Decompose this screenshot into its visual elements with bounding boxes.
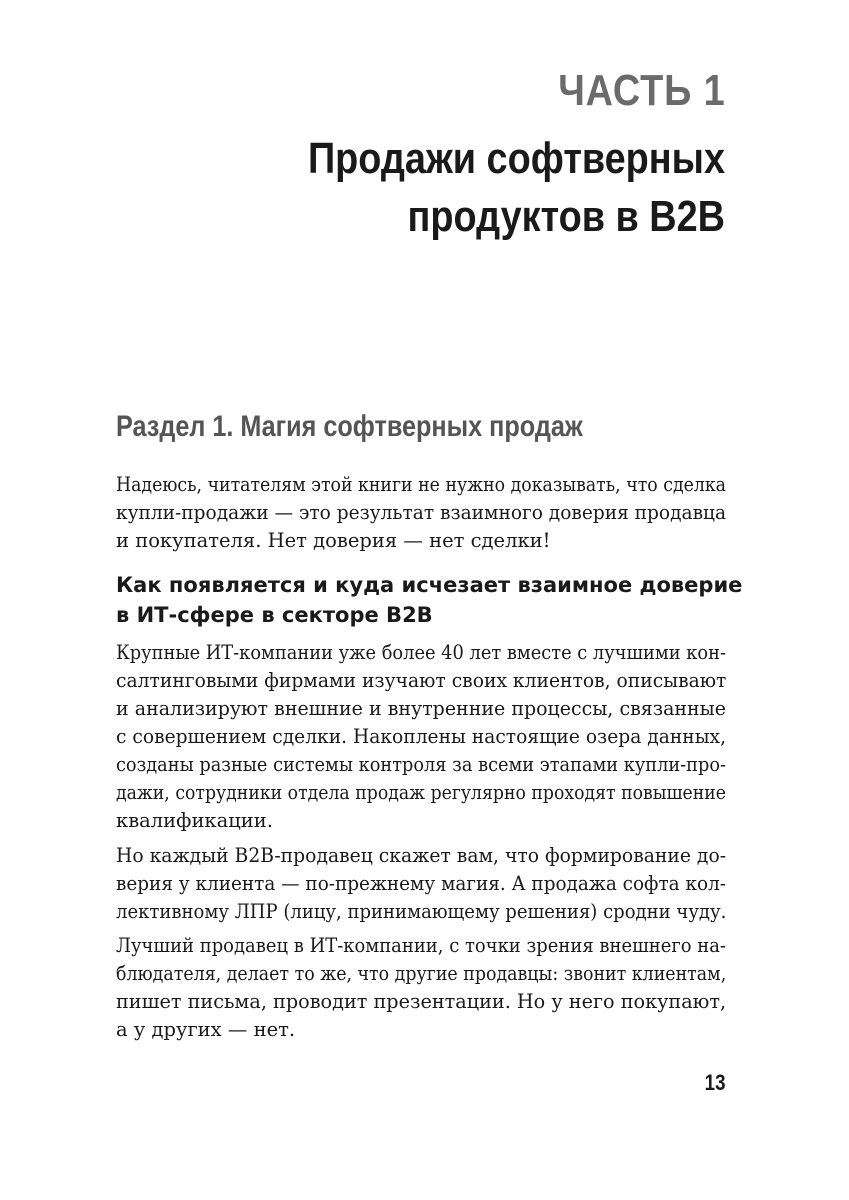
paragraph-3 — [116, 932, 726, 1044]
subheading-line: в ИТ-сфере в секторе B2B — [116, 603, 433, 627]
text-line: Надеюсь, читателям этой книги не нужно доказывать, что сделка — [116, 473, 726, 496]
text-line: салтинговыми фирмами изучают своих клиентов, описывают — [116, 669, 727, 692]
text-line: созданы разные системы контроля за всеми этапами купли-про- — [116, 753, 726, 776]
text-line: лективному ЛПР (лицу, принимающему решения) сродни чуду. — [116, 900, 727, 923]
subheading-line: Как появляется и куда исчезает взаимное доверие — [116, 573, 743, 597]
paragraph-1 — [116, 639, 726, 835]
text-line: а у других — нет. — [116, 1018, 296, 1041]
part-label: ЧАСТЬ 1 — [557, 66, 725, 115]
part-title-line: продуктов в B2B — [407, 192, 725, 241]
page-number: 13 — [704, 1070, 725, 1095]
text-line: Лучший продавец в ИТ-компании, с точки зрения внешнего на- — [116, 934, 726, 957]
subheading — [116, 570, 742, 630]
text-line: с совершением сделки. Накоплены настоящие озера данных, — [116, 725, 726, 748]
text-line: Но каждый B2B-продавец скажет вам, что формирование до- — [116, 844, 727, 867]
text-line: и анализируют внешние и внутренние процессы, связанные — [116, 697, 726, 720]
text-line: Крупные ИТ-компании уже более 40 лет вместе с лучшими кон- — [116, 641, 727, 664]
text-line: купли-продажи — это результат взаимного доверия продавца — [116, 501, 727, 524]
text-line: дажи, сотрудники отдела продаж регулярно проходят повышение — [116, 781, 726, 804]
part-title — [125, 130, 725, 246]
text-line: пишет письма, проводит презентации. Но у него покупают, — [116, 990, 727, 1013]
text-line: блюдателя, делает то же, что другие продавцы: звонит клиентам, — [116, 962, 727, 985]
text-line: и покупателя. Нет доверия — нет сделки! — [116, 529, 551, 552]
intro-paragraph — [116, 471, 726, 555]
text-line: квалификации. — [116, 809, 273, 832]
paragraph-2 — [116, 842, 726, 926]
part-title-line: Продажи софтверных — [307, 134, 725, 183]
text-line: верия у клиента — по-прежнему магия. А продажа софта кол- — [116, 872, 726, 895]
section-title: Раздел 1. Магия софтверных продаж — [116, 410, 583, 443]
